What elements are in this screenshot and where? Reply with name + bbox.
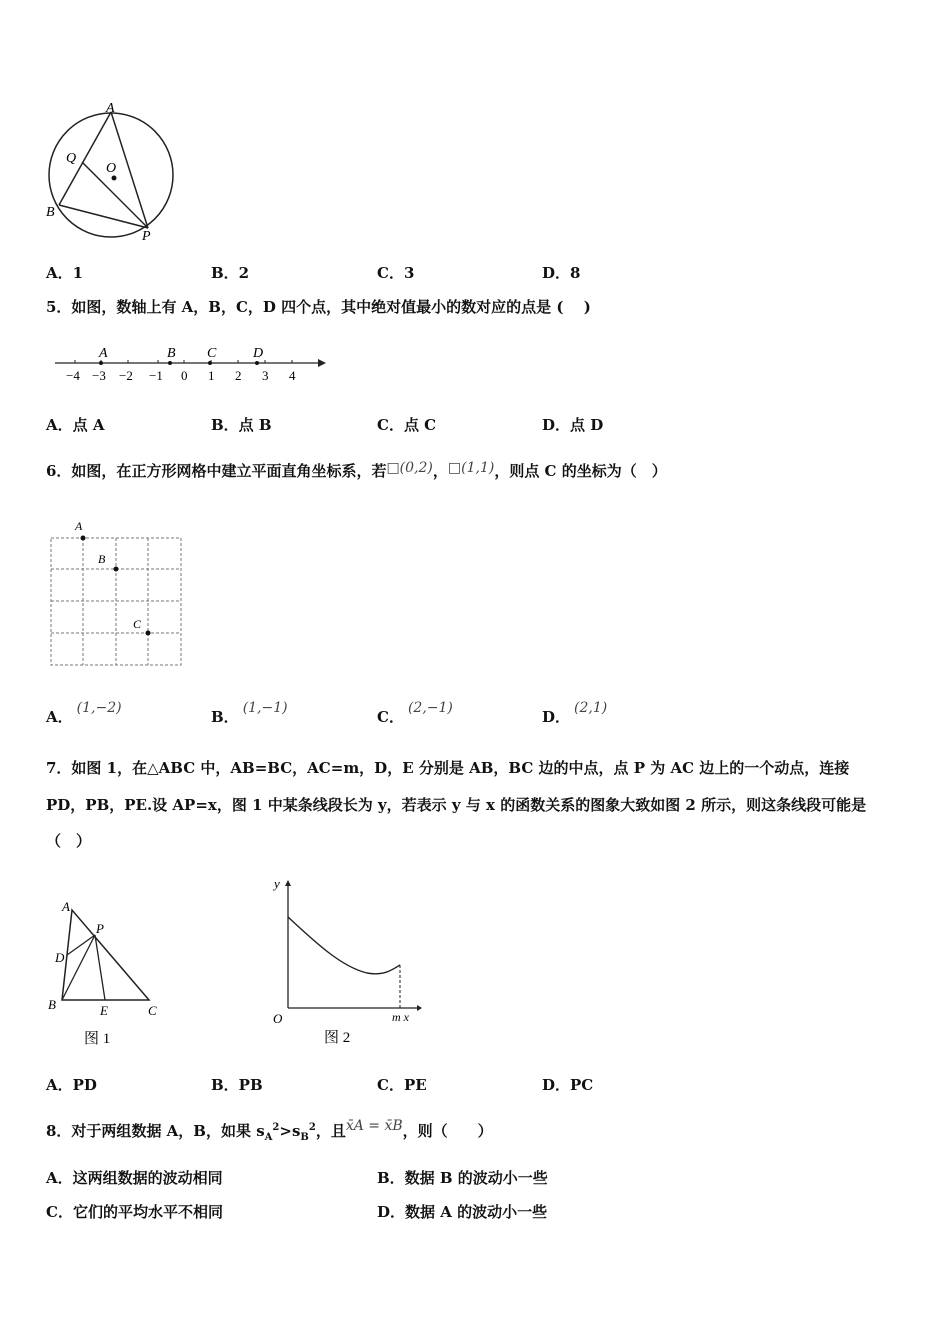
q6-option-d-prefix: D． [542, 708, 571, 726]
q6-option-a[interactable] [46, 700, 122, 727]
q7-fig2-label-y: y [274, 876, 280, 891]
q5-option-a[interactable]: A．点 A [46, 416, 105, 434]
q8-sup-a: 2 [272, 1122, 280, 1133]
q5-option-b[interactable]: B．点 B [211, 416, 272, 434]
q8-option-d[interactable]: D．数据 A 的波动小一些 [377, 1203, 548, 1221]
q8-gt: >s [279, 1122, 301, 1140]
q5-label-c: C [207, 346, 217, 361]
q5-tick: 2 [235, 368, 242, 383]
q5-stem: 5．如图，数轴上有 A，B，C，D 四个点，其中绝对值最小的数对应的点是 ( ) [46, 298, 591, 316]
q5-tick: −1 [149, 368, 163, 383]
q8-sub-b: B [300, 1132, 309, 1143]
q7-option-d[interactable]: D．PC [542, 1076, 594, 1094]
q5-option-c[interactable]: C．点 C [377, 416, 437, 434]
q6-option-b-prefix: B． [211, 708, 239, 726]
q4-label-b: B [46, 205, 55, 220]
q6-grid-figure [44, 518, 189, 673]
q5-tick: 1 [208, 368, 215, 383]
q6-option-b-math: (1,−1) [242, 700, 288, 716]
q8-option-b[interactable]: B．数据 B 的波动小一些 [377, 1169, 548, 1187]
q4-label-o: O [106, 161, 117, 176]
q8-sup-b: 2 [308, 1122, 316, 1133]
q7-fig1-caption: 图 1 [84, 1031, 111, 1047]
q6-label-a: A [75, 519, 83, 533]
q4-circle-figure [44, 100, 179, 245]
q7-option-b[interactable]: B．PB [211, 1076, 263, 1094]
q5-label-a: A [99, 346, 108, 361]
q6-option-a-math: (1,−2) [76, 700, 122, 716]
q7-fig2-label-o: O [273, 1011, 283, 1026]
q8-mean-equation: x̄A = x̄B [345, 1118, 403, 1134]
q6-math-a: □(0,2) [386, 460, 433, 476]
q5-label-d: D [253, 346, 264, 361]
q7-option-c[interactable]: C．PE [377, 1076, 427, 1094]
q6-option-b[interactable] [211, 700, 288, 727]
q4-option-d[interactable]: D．8 [542, 264, 581, 282]
q6-label-b: B [98, 552, 106, 566]
q4-label-a: A [106, 101, 115, 116]
q6-option-a-prefix: A． [46, 708, 73, 726]
q7-fig1-label-p: P [96, 921, 104, 936]
q7-figure-1 [44, 895, 174, 1050]
q5-label-b: B [167, 346, 176, 361]
q5-tick: 4 [289, 368, 296, 383]
q8-stem-end: ，则（ ） [402, 1122, 493, 1140]
q7-fig1-label-e: E [100, 1003, 108, 1018]
q5-tick: −2 [119, 368, 133, 383]
q8-option-a[interactable]: A．这两组数据的波动相同 [46, 1169, 223, 1187]
q4-option-b[interactable]: B．2 [211, 264, 250, 282]
q6-math-b: □(1,1) [447, 460, 495, 476]
q6-option-d[interactable] [542, 700, 608, 727]
q7-stem-line2: PD，PB，PE.设 AP=x，图 1 中某条线段长为 y，若表示 y 与 x 的函数关系的图象大致如图 2 所示，则这条线段可能是 [46, 796, 867, 814]
q6-label-c: C [133, 617, 142, 631]
q6-option-d-math: (2,1) [574, 700, 608, 716]
q7-fig2-label-mx: m x [392, 1010, 409, 1024]
q8-sub-a: A [264, 1132, 273, 1143]
q5-tick: 0 [181, 368, 188, 383]
q6-option-c[interactable] [377, 700, 453, 727]
q5-tick: −3 [92, 368, 106, 383]
q4-option-a[interactable]: A．1 [46, 264, 84, 282]
q6-stem-end: ，则点 C 的坐标为（ ） [494, 462, 667, 480]
q6-option-c-prefix: C． [377, 708, 404, 726]
q5-option-d[interactable]: D．点 D [542, 416, 604, 434]
q7-option-a[interactable]: A．PD [46, 1076, 97, 1094]
q7-stem-line3: （ ） [46, 832, 92, 850]
q6-stem [46, 460, 667, 481]
q7-fig1-label-d: D [55, 950, 65, 965]
q8-option-c[interactable]: C．它们的平均水平不相同 [46, 1203, 223, 1221]
q7-fig1-label-c: C [148, 1003, 157, 1018]
q7-fig1-label-a: A [62, 899, 70, 914]
q4-label-q: Q [66, 151, 77, 166]
q7-stem-line1: 7．如图 1，在△ABC 中，AB=BC，AC=m，D，E 分别是 AB，BC 边的中点，点 P 为 AC 边上的一个动点，连接 [46, 759, 850, 777]
q6-option-c-math: (2,−1) [407, 700, 453, 716]
q5-number-line [50, 340, 330, 386]
q4-option-c[interactable]: C．3 [377, 264, 415, 282]
q5-tick: −4 [66, 368, 80, 383]
q8-stem [46, 1120, 493, 1143]
q5-tick: 3 [262, 368, 269, 383]
q4-label-p: P [142, 229, 151, 244]
q6-stem-start: 6．如图，在正方形网格中建立平面直角坐标系，若 [46, 462, 387, 480]
q7-fig1-label-b: B [48, 997, 56, 1012]
q8-stem-start: 8．对于两组数据 A，B，如果 s [46, 1122, 265, 1140]
q8-mid: ，且 [315, 1122, 346, 1140]
q7-figure-2 [262, 872, 422, 1052]
q6-sep: ， [432, 462, 448, 480]
q7-fig2-caption: 图 2 [324, 1030, 351, 1046]
